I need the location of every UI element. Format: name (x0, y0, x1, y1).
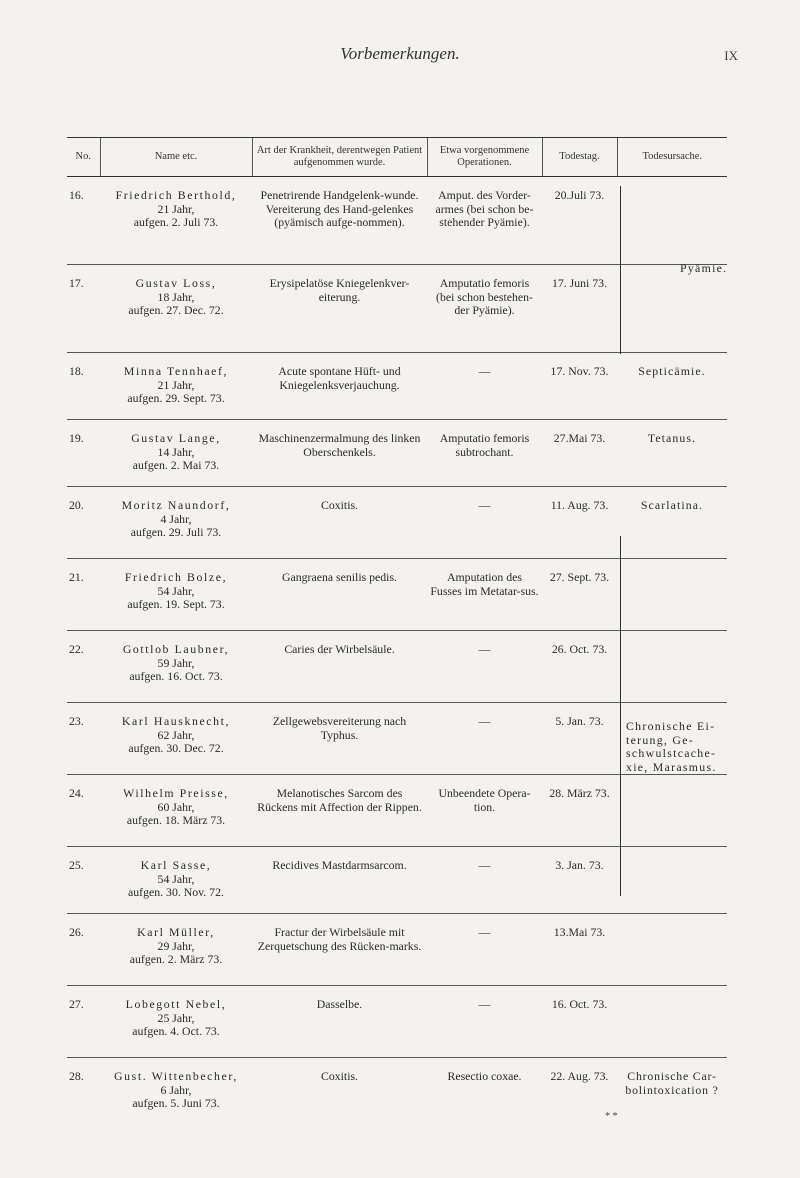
table-row (67, 847, 727, 914)
table-row (67, 914, 727, 986)
cause-cell: Tetanus. (617, 420, 727, 487)
operation-cell: — (427, 847, 542, 914)
page-number: IX (724, 48, 738, 63)
cause-cell (617, 631, 727, 703)
patient-cell (100, 177, 252, 265)
disease-cell: Fractur der Wirbelsäule mit Zerquetschung des Rücken-marks. (252, 914, 427, 986)
patient-cell (100, 265, 252, 353)
admission-date: aufgen. 2. Mai 73. (132, 458, 220, 472)
row-number: 26. (67, 914, 100, 986)
patient-name: Minna Tennhaef, (123, 364, 229, 378)
group-label-chronic: Chronische Ei-terung, Ge-schwulstcache-xie, Marasmus. (626, 719, 717, 774)
patient-name: Lobegott Nebel, (125, 997, 227, 1011)
date-cell: 28. März 73. (542, 775, 617, 847)
disease-cell: Penetrirende Handgelenk-wunde. Vereiterung des Hand-gelenkes (pyämisch aufge-nommen). (252, 177, 427, 265)
cause-cell: Scarlatina. (617, 487, 727, 559)
row-number: 16. (67, 177, 100, 265)
row-number: 24. (67, 775, 100, 847)
patient-name: Wilhelm Preisse, (123, 786, 229, 800)
patient-name: Gottlob Laubner, (122, 642, 230, 656)
header-operations: Etwa vorgenommene Operationen. (427, 138, 542, 177)
table-row (67, 559, 727, 631)
cause-cell (617, 986, 727, 1058)
row-number: 22. (67, 631, 100, 703)
patient-age: 21 Jahr, (157, 377, 195, 392)
date-cell: 22. Aug. 73. (550, 1069, 609, 1083)
patient-cell (100, 353, 252, 420)
disease-cell: Coxitis. (252, 487, 427, 559)
patient-name: Friedrich Berthold, (115, 188, 237, 202)
patient-name: Gustav Lange, (131, 431, 221, 445)
patient-name: Karl Sasse, (140, 858, 212, 872)
date-cell: 27.Mai 73. (542, 420, 617, 487)
cause-cell (617, 559, 727, 631)
patient-cell (100, 559, 252, 631)
date-cell: 26. Oct. 73. (542, 631, 617, 703)
patient-age: 54 Jahr, (157, 583, 195, 598)
date-cell: 20.Juli 73. (542, 177, 617, 265)
table-header-row (67, 138, 727, 177)
patient-age: 54 Jahr, (157, 871, 195, 886)
admission-date: aufgen. 30. Dec. 72. (128, 741, 224, 755)
patient-cell (100, 914, 252, 986)
patient-age: 6 Jahr, (160, 1082, 192, 1097)
row-number: 28. (69, 1069, 84, 1083)
operation-cell: — (427, 353, 542, 420)
patient-name: Gust. Wittenbecher, (114, 1069, 238, 1083)
patient-age: 21 Jahr, (157, 201, 195, 216)
disease-cell: Maschinenzermalmung des linken Oberschenkels. (252, 420, 427, 487)
header-cause-of-death: Todesursache. (617, 138, 727, 177)
operation-cell: Amputatio femoris subtrochant. (427, 420, 542, 487)
disease-cell: Gangraena senilis pedis. (252, 559, 427, 631)
patient-name: Friedrich Bolze, (124, 570, 228, 584)
patient-age: 62 Jahr, (157, 727, 195, 742)
admission-date: aufgen. 2. Juli 73. (133, 215, 219, 229)
header-name: Name etc. (100, 138, 252, 177)
table-row (67, 420, 727, 487)
operation-cell: — (427, 631, 542, 703)
table-row (67, 353, 727, 420)
patient-age: 25 Jahr, (157, 1010, 195, 1025)
patient-cell (100, 847, 252, 914)
death-register-table (67, 137, 727, 1130)
date-cell: 3. Jan. 73. (542, 847, 617, 914)
row-number: 23. (67, 703, 100, 775)
operation-cell: — (427, 914, 542, 986)
patient-age: 4 Jahr, (160, 511, 192, 526)
row-number: 25. (67, 847, 100, 914)
cause-cell (617, 177, 727, 265)
row-number: 19. (67, 420, 100, 487)
table-row (67, 986, 727, 1058)
patient-age: 29 Jahr, (157, 938, 195, 953)
cause-cell (617, 775, 727, 847)
disease-cell: Erysipelatöse Kniegelenkver-eiterung. (252, 265, 427, 353)
cause-cell (617, 847, 727, 914)
patient-age: 60 Jahr, (157, 799, 195, 814)
patient-age: 59 Jahr, (157, 655, 195, 670)
row-number: 27. (67, 986, 100, 1058)
patient-name: Karl Müller, (137, 925, 215, 939)
patient-cell (100, 775, 252, 847)
admission-date: aufgen. 2. März 73. (129, 952, 223, 966)
cause-cell: Chronische Car-bolintoxication ? (625, 1069, 719, 1097)
header-no: No. (67, 138, 100, 177)
disease-cell: Dasselbe. (252, 986, 427, 1058)
table-row (67, 177, 727, 265)
disease-cell: Coxitis. (320, 1069, 359, 1083)
brace-pyaemie (620, 186, 621, 354)
patient-age: 18 Jahr, (157, 289, 195, 304)
date-cell: 11. Aug. 73. (542, 487, 617, 559)
table-row (67, 775, 727, 847)
operation-cell: Resectio coxae. (447, 1069, 522, 1083)
disease-cell: Recidives Mastdarmsarcom. (252, 847, 427, 914)
brace-chronic (620, 536, 621, 896)
disease-cell: Acute spontane Hüft- und Kniegelenksverjauchung. (252, 353, 427, 420)
date-cell: 27. Sept. 73. (542, 559, 617, 631)
admission-date: aufgen. 16. Oct. 73. (129, 669, 223, 683)
operation-cell: Amput. des Vorder-armes (bei schon be-stehender Pyämie). (427, 177, 542, 265)
date-cell: 5. Jan. 73. (542, 703, 617, 775)
table-row (67, 631, 727, 703)
table-row (67, 265, 727, 353)
admission-date: aufgen. 27. Dec. 72. (128, 303, 224, 317)
operation-cell: Amputatio femoris (bei schon bestehen-der Pyämie). (427, 265, 542, 353)
cause-cell (617, 914, 727, 986)
table-row (67, 487, 727, 559)
patient-cell (100, 703, 252, 775)
admission-date: aufgen. 30. Nov. 72. (128, 885, 224, 899)
operation-cell: — (427, 986, 542, 1058)
admission-date: aufgen. 18. März 73. (126, 813, 226, 827)
admission-date: aufgen. 4. Oct. 73. (132, 1024, 220, 1038)
patient-name: Gustav Loss, (135, 276, 217, 290)
cause-cell: Septicämie. (617, 353, 727, 420)
footer-mark: * * (605, 1111, 618, 1122)
date-cell: 13.Mai 73. (542, 914, 617, 986)
admission-date: aufgen. 29. Sept. 73. (127, 391, 225, 405)
operation-cell: — (427, 487, 542, 559)
page-title: Vorbemerkungen. (340, 44, 460, 63)
header-date-of-death: Todestag. (542, 138, 617, 177)
patient-cell (100, 986, 252, 1058)
header-disease: Art der Krankheit, derentwegen Patient aufgenommen wurde. (252, 138, 427, 177)
date-cell: 16. Oct. 73. (542, 986, 617, 1058)
admission-date: aufgen. 29. Juli 73. (130, 525, 222, 539)
row-number: 20. (67, 487, 100, 559)
row-number: 17. (67, 265, 100, 353)
disease-cell: Zellgewebsvereiterung nach Typhus. (252, 703, 427, 775)
operation-cell: Amputation des Fusses im Metatar-sus. (427, 559, 542, 631)
row-number: 18. (67, 353, 100, 420)
group-label-pyaemie: Pyämie. (680, 261, 728, 275)
row-number: 21. (67, 559, 100, 631)
admission-date: aufgen. 19. Sept. 73. (127, 597, 225, 611)
date-cell: 17. Nov. 73. (542, 353, 617, 420)
patient-cell (100, 1058, 252, 1130)
page-header (0, 44, 800, 74)
disease-cell: Melanotisches Sarcom des Rückens mit Affection der Rippen. (252, 775, 427, 847)
operation-cell: — (427, 703, 542, 775)
operation-cell: Unbeendete Opera-tion. (427, 775, 542, 847)
cause-cell (617, 265, 727, 353)
patient-name: Karl Hausknecht, (121, 714, 231, 728)
patient-cell (100, 631, 252, 703)
admission-date: aufgen. 5. Juni 73. (132, 1096, 220, 1110)
patient-cell (100, 420, 252, 487)
patient-cell (100, 487, 252, 559)
disease-cell: Caries der Wirbelsäule. (252, 631, 427, 703)
patient-name: Moritz Naundorf, (121, 498, 231, 512)
table-row (67, 1058, 727, 1130)
patient-age: 14 Jahr, (157, 444, 195, 459)
date-cell: 17. Juni 73. (542, 265, 617, 353)
